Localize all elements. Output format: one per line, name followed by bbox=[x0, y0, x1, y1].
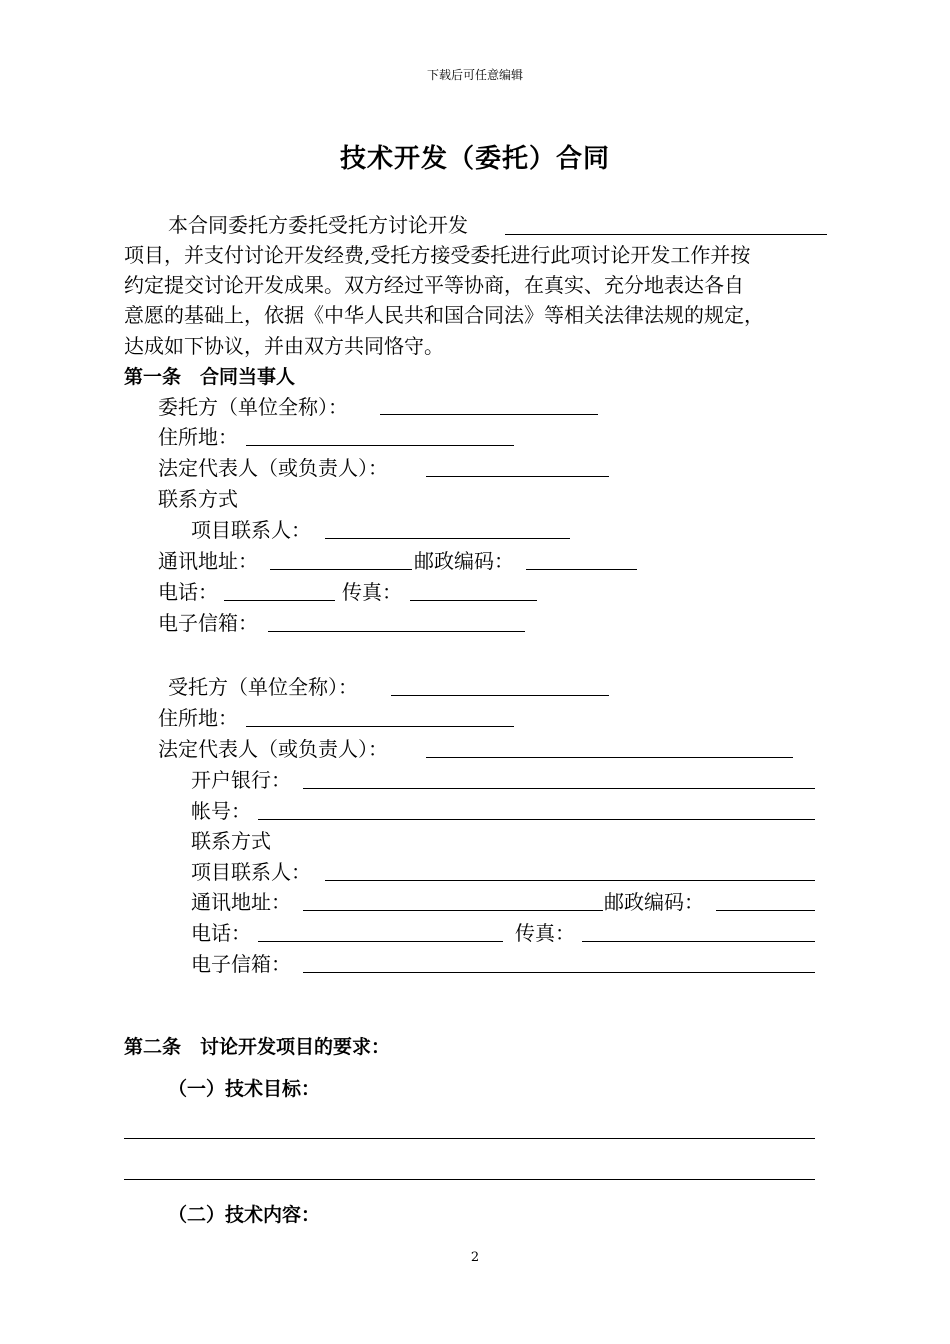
client-contact-person-label: 项目联系人： bbox=[191, 518, 311, 542]
tech-goal-heading: （一）技术目标： bbox=[168, 1078, 321, 1100]
tech-goal-line-2[interactable] bbox=[124, 1179, 815, 1180]
intro-line-4: 意愿的基础上，依据《中华人民共和国合同法》等相关法律法规的规定， bbox=[124, 303, 764, 327]
contractor-postcode-field[interactable] bbox=[716, 910, 815, 911]
section-1-heading: 第一条 合同当事人 bbox=[124, 366, 296, 388]
page-number: 2 bbox=[470, 1250, 480, 1265]
project-name-blank[interactable] bbox=[505, 234, 827, 235]
client-name-label: 委托方（单位全称）： bbox=[158, 395, 348, 419]
client-email-label: 电子信箱： bbox=[158, 611, 258, 635]
intro-line-1: 本合同委托方委托受托方讨论开发 bbox=[168, 213, 468, 237]
contractor-name-label: 受托方（单位全称）： bbox=[168, 675, 358, 699]
client-email-field[interactable] bbox=[268, 631, 525, 632]
tech-goal-line-1[interactable] bbox=[124, 1138, 815, 1139]
contractor-bank-label: 开户银行： bbox=[191, 768, 291, 792]
client-mail-address-field[interactable] bbox=[270, 569, 412, 570]
contractor-email-label: 电子信箱： bbox=[191, 952, 291, 976]
contractor-postcode-label: 邮政编码： bbox=[604, 890, 704, 914]
client-phone-field[interactable] bbox=[224, 600, 335, 601]
contractor-mail-address-label: 通讯地址： bbox=[191, 890, 291, 914]
contractor-email-field[interactable] bbox=[303, 972, 815, 973]
contractor-name-field[interactable] bbox=[391, 695, 609, 696]
client-mail-address-label: 通讯地址： bbox=[158, 549, 258, 573]
client-name-field[interactable] bbox=[380, 414, 598, 415]
contractor-contact-label: 联系方式 bbox=[191, 829, 271, 853]
client-phone-label: 电话： bbox=[158, 580, 218, 604]
client-contact-person-field[interactable] bbox=[325, 538, 570, 539]
client-fax-label: 传真： bbox=[342, 580, 402, 604]
client-address-label: 住所地： bbox=[158, 425, 238, 449]
contractor-phone-label: 电话： bbox=[191, 921, 251, 945]
client-rep-label: 法定代表人（或负责人）： bbox=[158, 456, 388, 480]
contractor-mail-address-field[interactable] bbox=[303, 910, 603, 911]
contractor-account-field[interactable] bbox=[258, 819, 815, 820]
intro-line-5: 达成如下协议，并由双方共同恪守。 bbox=[124, 334, 444, 358]
contractor-address-label: 住所地： bbox=[158, 706, 238, 730]
client-postcode-field[interactable] bbox=[526, 569, 637, 570]
contractor-bank-field[interactable] bbox=[303, 788, 815, 789]
client-contact-label: 联系方式 bbox=[158, 487, 238, 511]
page-header: 下载后可任意编辑 bbox=[426, 68, 523, 82]
client-rep-field[interactable] bbox=[426, 476, 609, 477]
client-address-field[interactable] bbox=[246, 445, 514, 446]
contractor-contact-person-field[interactable] bbox=[325, 880, 815, 881]
contractor-rep-field[interactable] bbox=[426, 757, 793, 758]
contractor-contact-person-label: 项目联系人： bbox=[191, 860, 311, 884]
client-postcode-label: 邮政编码： bbox=[414, 549, 514, 573]
contractor-fax-field[interactable] bbox=[582, 941, 815, 942]
intro-line-2: 项目，并支付讨论开发经费,受托方接受委托进行此项讨论开发工作并按 bbox=[124, 243, 751, 267]
contractor-rep-label: 法定代表人（或负责人）： bbox=[158, 737, 388, 761]
section-2-heading: 第二条 讨论开发项目的要求： bbox=[124, 1036, 391, 1058]
contractor-fax-label: 传真： bbox=[515, 921, 575, 945]
intro-line-3: 约定提交讨论开发成果。双方经过平等协商，在真实、充分地表达各自 bbox=[124, 273, 744, 297]
contractor-phone-field[interactable] bbox=[258, 941, 503, 942]
tech-content-heading: （二）技术内容： bbox=[168, 1204, 321, 1226]
document-title: 技术开发（委托）合同 bbox=[339, 144, 610, 174]
client-fax-field[interactable] bbox=[410, 600, 537, 601]
contractor-account-label: 帐号： bbox=[191, 799, 251, 823]
contractor-address-field[interactable] bbox=[246, 726, 514, 727]
